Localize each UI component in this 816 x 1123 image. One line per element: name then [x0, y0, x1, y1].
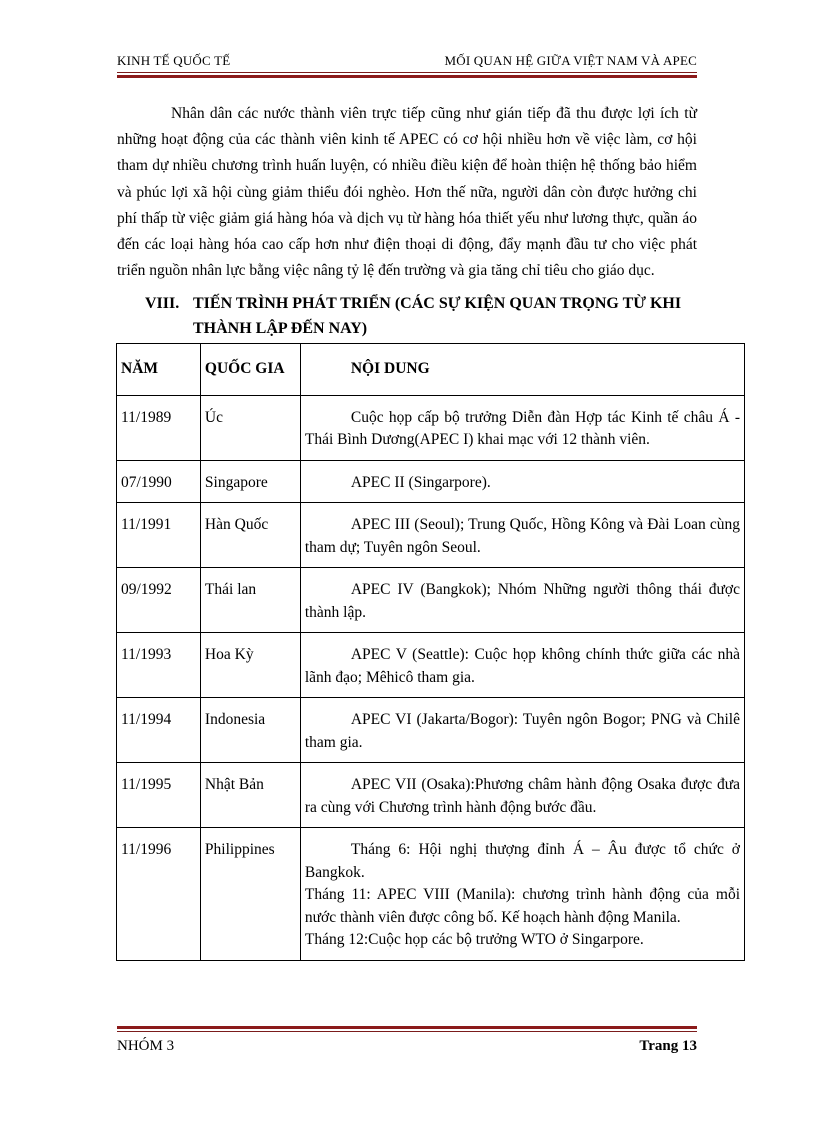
cell-country: Úc	[200, 395, 300, 460]
cell-content	[300, 568, 744, 633]
cell-content	[300, 698, 744, 763]
table-row	[117, 568, 745, 633]
header-content: NỘI DUNG	[300, 344, 744, 396]
content-line	[305, 514, 740, 559]
page-number: Trang 13	[639, 1038, 697, 1054]
cell-content	[300, 503, 744, 568]
cell-content	[300, 633, 744, 698]
content-line	[305, 884, 740, 929]
cell-content	[300, 763, 744, 828]
table-row	[117, 503, 745, 568]
table-row	[117, 633, 745, 698]
content-line	[305, 472, 740, 495]
section-title: TIẾN TRÌNH PHÁT TRIỂN (CÁC SỰ KIỆN QUAN TRỌNG TỪ KHI THÀNH LẬP ĐẾN NAY)	[193, 295, 682, 337]
cell-country: Singapore	[200, 460, 300, 503]
content-text: APEC II (Singarpore).	[350, 473, 491, 491]
intro-paragraph: Nhân dân các nước thành viên trực tiếp cũng như gián tiếp đã thu được lợi ích từ những hoạt động của các thành viên kinh tế APEC có cơ hội nhiều hơn về việc làm, cơ hội tham dự nhiều chương trình huấn luyện, có nhiều điều kiện để hoàn thiện hệ thống bảo hiểm và phúc lợi xã hội cùng giảm thiểu đói nghèo. Hơn thế nữa, người dân còn được hưởng chi phí thấp từ việc giảm giá hàng hóa và dịch vụ từ hàng hóa thiết yếu như lương thực, quần áo đến các loại hàng hóa cao cấp hơn như điện thoại di động, đẩy mạnh đầu tư cho việc phát triển nguồn nhân lực bằng việc nâng tỷ lệ đến trường và gia tăng chỉ tiêu cho giáo dục.	[117, 105, 697, 280]
cell-country: Hàn Quốc	[200, 503, 300, 568]
content-line	[305, 929, 740, 952]
header-rule-thick	[117, 75, 697, 78]
content-line	[305, 774, 740, 819]
events-table	[116, 343, 745, 961]
cell-content	[300, 395, 744, 460]
cell-country: Thái lan	[200, 568, 300, 633]
cell-year: 11/1996	[117, 828, 201, 961]
table-row	[117, 460, 745, 503]
cell-country: Nhật Bản	[200, 763, 300, 828]
cell-country: Philippines	[200, 828, 300, 961]
table-row	[117, 395, 745, 460]
content-text: APEC VII (Osaka):Phương châm hành động Osaka được đưa ra cùng với Chương trình hành động bước đầu.	[304, 776, 740, 816]
cell-year: 11/1989	[117, 395, 201, 460]
page-footer	[117, 1038, 697, 1058]
table-row	[117, 763, 745, 828]
section-number: VIII.	[145, 295, 180, 312]
content-text: Tháng 6: Hội nghị thượng đỉnh Á – Âu được tổ chức ở Bangkok.	[304, 841, 740, 881]
cell-content	[300, 828, 744, 961]
table-header-row	[117, 344, 745, 396]
table-row	[117, 698, 745, 763]
content-text: Tháng 12:Cuộc họp các bộ trưởng WTO ở Singarpore.	[304, 931, 644, 948]
header-country: QUỐC GIA	[200, 344, 300, 396]
header-subject: KINH TẾ QUỐC TẾ	[117, 53, 231, 68]
content-text: Cuộc họp cấp bộ trưởng Diễn đàn Hợp tác Kinh tế châu Á - Thái Bình Dương(APEC I) khai mạc với 12 thành viên.	[304, 408, 740, 448]
cell-country: Indonesia	[200, 698, 300, 763]
content-text: APEC VI (Jakarta/Bogor): Tuyên ngôn Bogor; PNG và Chilê tham gia.	[304, 711, 740, 751]
header-title: MỐI QUAN HỆ GIỮA VIỆT NAM VÀ APEC	[444, 53, 697, 68]
cell-year: 09/1992	[117, 568, 201, 633]
content-line	[305, 839, 740, 884]
footer-rule-thick	[117, 1026, 697, 1029]
cell-year: 11/1994	[117, 698, 201, 763]
page-header	[117, 53, 697, 71]
footer-group: NHÓM 3	[117, 1038, 175, 1054]
content-text: APEC V (Seattle): Cuộc họp không chính thức giữa các nhà lãnh đạo; Mêhicô tham gia.	[304, 646, 740, 686]
footer-rule-thin	[117, 1031, 697, 1032]
content-line	[305, 644, 740, 689]
content-line	[305, 709, 740, 754]
cell-year: 11/1993	[117, 633, 201, 698]
content-text: APEC III (Seoul); Trung Quốc, Hồng Kông và Đài Loan cùng tham dự; Tuyên ngôn Seoul.	[304, 516, 740, 556]
content-line	[305, 579, 740, 624]
cell-country: Hoa Kỳ	[200, 633, 300, 698]
cell-content	[300, 460, 744, 503]
content-text: APEC IV (Bangkok); Nhóm Những người thông thái được thành lập.	[304, 581, 740, 621]
cell-year: 07/1990	[117, 460, 201, 503]
header-year: NĂM	[117, 344, 201, 396]
header-rule-thin	[117, 72, 697, 73]
content-text: Tháng 11: APEC VIII (Manila): chương trình hành động của mỗi nước thành viên được công bố. Kế hoạch hành động Manila.	[304, 886, 740, 926]
table-row	[117, 828, 745, 961]
cell-year: 11/1991	[117, 503, 201, 568]
content-line	[305, 407, 740, 452]
cell-year: 11/1995	[117, 763, 201, 828]
